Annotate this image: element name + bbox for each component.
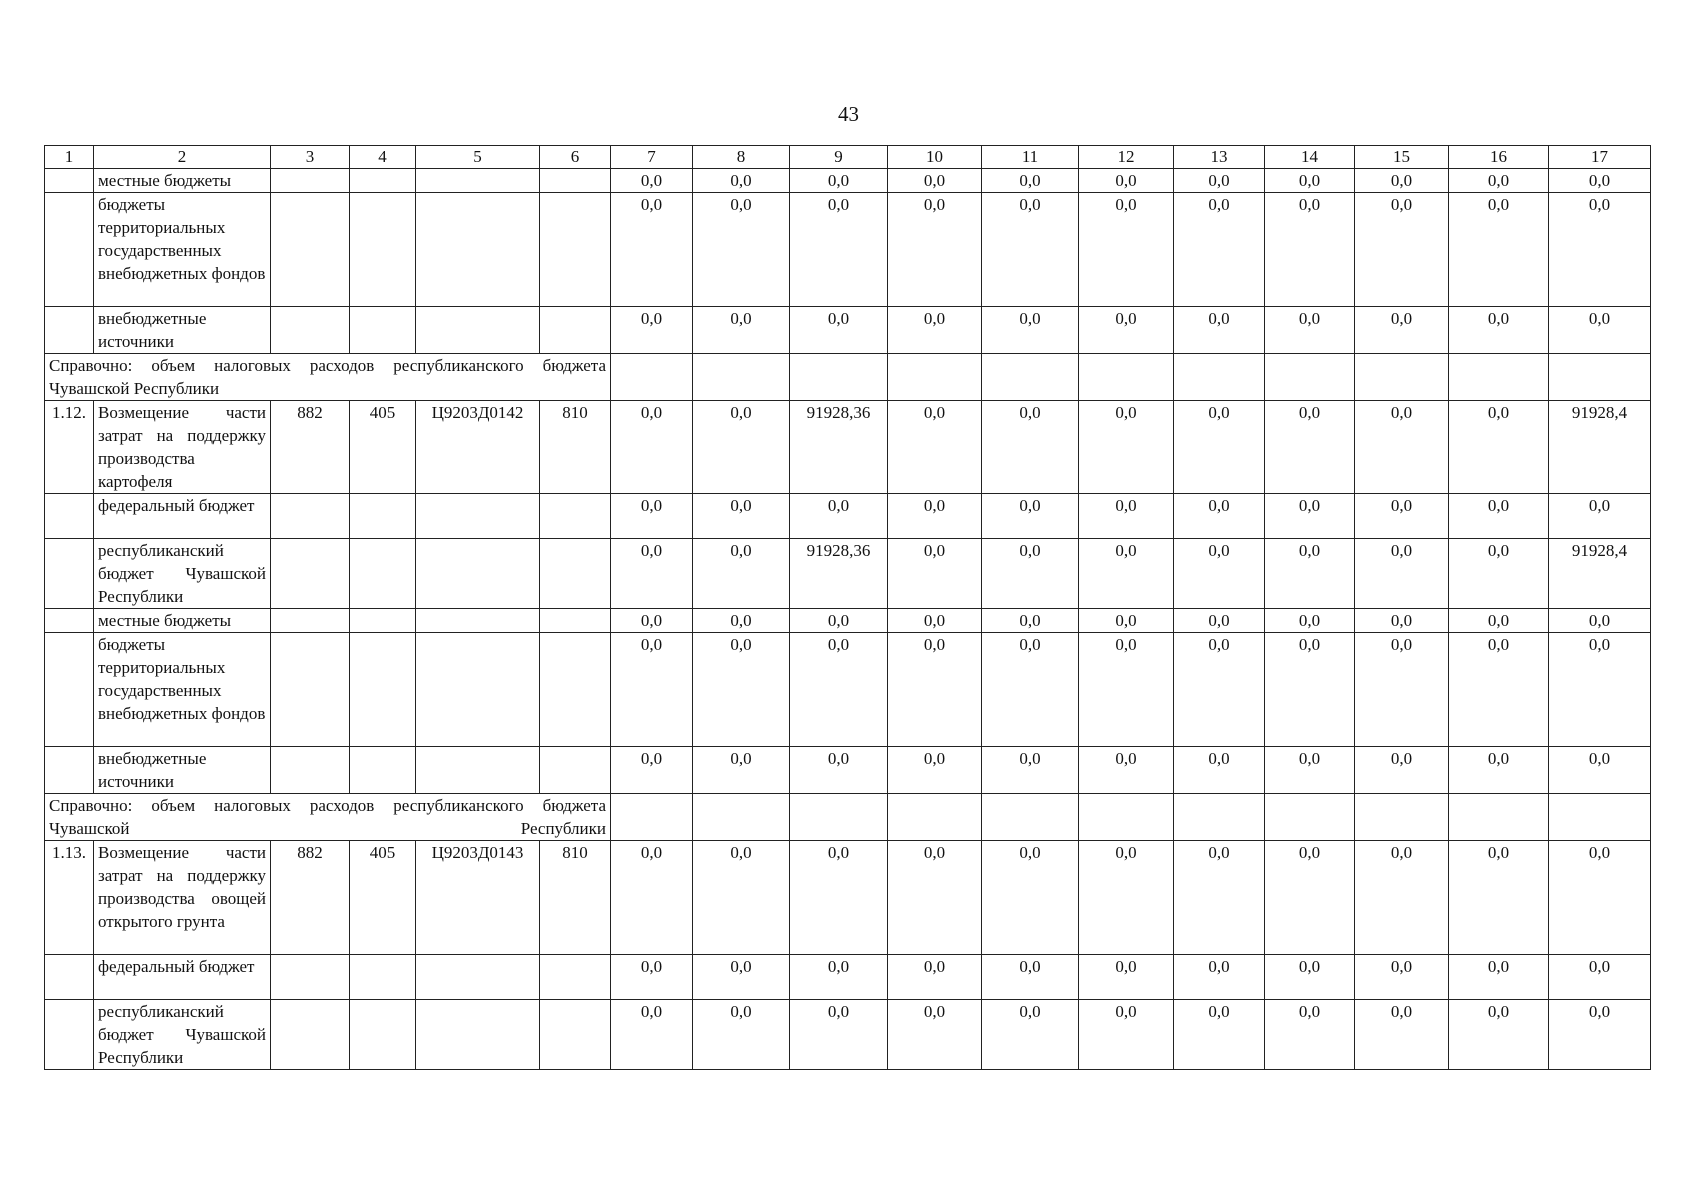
value-cell: 0,0	[888, 747, 982, 794]
value-cell: 0,0	[1549, 955, 1651, 1000]
row-name: бюджеты территориальных государственных внебюджетных фондов	[94, 193, 271, 307]
empty-cell	[693, 794, 790, 841]
value-cell: 0,0	[1355, 747, 1449, 794]
code-expense-type	[540, 633, 611, 747]
value-cell: 0,0	[1449, 955, 1549, 1000]
value-cell: 0,0	[790, 633, 888, 747]
code-expense-type	[540, 1000, 611, 1070]
code-target	[416, 494, 540, 539]
value-cell: 0,0	[693, 633, 790, 747]
reference-row	[45, 794, 1651, 841]
row-name: Возмещение части затрат на поддержку производства картофеля	[94, 401, 271, 494]
empty-cell	[1174, 794, 1265, 841]
column-number-7: 7	[611, 146, 693, 169]
empty-cell	[982, 794, 1079, 841]
column-number-11: 11	[982, 146, 1079, 169]
code-target	[416, 169, 540, 193]
value-cell: 91928,4	[1549, 539, 1651, 609]
table-row	[45, 633, 1651, 747]
value-cell: 0,0	[982, 169, 1079, 193]
value-cell: 0,0	[790, 955, 888, 1000]
code-target	[416, 539, 540, 609]
code-ministry	[271, 169, 350, 193]
value-cell: 0,0	[1079, 747, 1174, 794]
column-number-3: 3	[271, 146, 350, 169]
empty-cell	[1549, 354, 1651, 401]
table-row	[45, 401, 1651, 494]
reference-row	[45, 354, 1651, 401]
value-cell: 0,0	[1449, 539, 1549, 609]
empty-cell	[790, 354, 888, 401]
value-cell: 0,0	[1174, 169, 1265, 193]
value-cell: 0,0	[1549, 747, 1651, 794]
value-cell: 0,0	[1174, 633, 1265, 747]
value-cell: 0,0	[1265, 193, 1355, 307]
code-ministry: 882	[271, 401, 350, 494]
value-cell: 0,0	[982, 193, 1079, 307]
empty-cell	[1449, 794, 1549, 841]
table-row	[45, 193, 1651, 307]
value-cell: 0,0	[1265, 747, 1355, 794]
value-cell: 0,0	[1449, 841, 1549, 955]
code-ministry	[271, 633, 350, 747]
value-cell: 0,0	[790, 1000, 888, 1070]
code-section	[350, 955, 416, 1000]
value-cell: 0,0	[1355, 193, 1449, 307]
value-cell: 0,0	[611, 307, 693, 354]
empty-cell	[1174, 354, 1265, 401]
column-number-6: 6	[540, 146, 611, 169]
code-target	[416, 609, 540, 633]
code-target: Ц9203Д0142	[416, 401, 540, 494]
code-ministry	[271, 609, 350, 633]
code-target	[416, 307, 540, 354]
value-cell: 0,0	[1549, 494, 1651, 539]
value-cell: 0,0	[1079, 539, 1174, 609]
row-number	[45, 494, 94, 539]
row-name: республиканский бюджет Чувашской Республики	[94, 539, 271, 609]
table-row	[45, 307, 1651, 354]
column-number-14: 14	[1265, 146, 1355, 169]
empty-cell	[1355, 354, 1449, 401]
header-row	[45, 146, 1651, 169]
code-expense-type	[540, 307, 611, 354]
empty-cell	[1079, 794, 1174, 841]
code-expense-type	[540, 955, 611, 1000]
value-cell: 0,0	[1174, 841, 1265, 955]
value-cell: 0,0	[611, 539, 693, 609]
row-number	[45, 539, 94, 609]
reference-note: Справочно: объем налоговых расходов республиканского бюджета Чувашской Республики	[45, 354, 611, 401]
empty-cell	[1355, 794, 1449, 841]
code-section	[350, 307, 416, 354]
code-expense-type	[540, 539, 611, 609]
value-cell: 0,0	[1265, 401, 1355, 494]
value-cell: 0,0	[790, 193, 888, 307]
value-cell: 0,0	[1174, 193, 1265, 307]
table-row	[45, 1000, 1651, 1070]
value-cell: 0,0	[611, 401, 693, 494]
table-row	[45, 539, 1651, 609]
row-name: внебюджетные источники	[94, 747, 271, 794]
value-cell: 0,0	[1355, 401, 1449, 494]
code-ministry	[271, 955, 350, 1000]
value-cell: 0,0	[693, 609, 790, 633]
row-name: местные бюджеты	[94, 169, 271, 193]
column-number-5: 5	[416, 146, 540, 169]
value-cell: 0,0	[790, 169, 888, 193]
value-cell: 0,0	[888, 307, 982, 354]
value-cell: 0,0	[1174, 307, 1265, 354]
value-cell: 0,0	[888, 609, 982, 633]
value-cell: 0,0	[1079, 609, 1174, 633]
code-section	[350, 539, 416, 609]
code-target	[416, 633, 540, 747]
row-number: 1.13.	[45, 841, 94, 955]
column-number-15: 15	[1355, 146, 1449, 169]
value-cell: 0,0	[982, 494, 1079, 539]
code-ministry: 882	[271, 841, 350, 955]
code-section	[350, 747, 416, 794]
value-cell: 0,0	[611, 609, 693, 633]
value-cell: 0,0	[1355, 609, 1449, 633]
row-name: бюджеты территориальных государственных внебюджетных фондов	[94, 633, 271, 747]
value-cell: 0,0	[693, 193, 790, 307]
value-cell: 0,0	[888, 539, 982, 609]
value-cell: 0,0	[1265, 169, 1355, 193]
empty-cell	[790, 794, 888, 841]
value-cell: 0,0	[1449, 633, 1549, 747]
code-expense-type: 810	[540, 841, 611, 955]
value-cell: 0,0	[1079, 633, 1174, 747]
row-number	[45, 747, 94, 794]
value-cell: 0,0	[790, 494, 888, 539]
value-cell: 0,0	[611, 494, 693, 539]
value-cell: 0,0	[982, 401, 1079, 494]
value-cell: 0,0	[888, 841, 982, 955]
empty-cell	[1079, 354, 1174, 401]
value-cell: 0,0	[1449, 1000, 1549, 1070]
column-number-12: 12	[1079, 146, 1174, 169]
value-cell: 0,0	[611, 841, 693, 955]
value-cell: 0,0	[1449, 401, 1549, 494]
value-cell: 0,0	[1549, 841, 1651, 955]
row-name: федеральный бюджет	[94, 955, 271, 1000]
code-target	[416, 955, 540, 1000]
value-cell: 0,0	[1265, 1000, 1355, 1070]
value-cell: 0,0	[611, 633, 693, 747]
column-number-17: 17	[1549, 146, 1651, 169]
code-ministry	[271, 539, 350, 609]
empty-cell	[1549, 794, 1651, 841]
value-cell: 0,0	[611, 169, 693, 193]
row-name: федеральный бюджет	[94, 494, 271, 539]
value-cell: 0,0	[611, 955, 693, 1000]
value-cell: 0,0	[1265, 494, 1355, 539]
value-cell: 0,0	[611, 747, 693, 794]
value-cell: 0,0	[1355, 539, 1449, 609]
column-number-10: 10	[888, 146, 982, 169]
column-number-2: 2	[94, 146, 271, 169]
value-cell: 0,0	[982, 609, 1079, 633]
empty-cell	[1449, 354, 1549, 401]
value-cell: 0,0	[1549, 1000, 1651, 1070]
value-cell: 0,0	[982, 307, 1079, 354]
value-cell: 91928,36	[790, 401, 888, 494]
code-ministry	[271, 193, 350, 307]
empty-cell	[1265, 794, 1355, 841]
table-row	[45, 955, 1651, 1000]
value-cell: 0,0	[1265, 307, 1355, 354]
value-cell: 91928,36	[790, 539, 888, 609]
code-ministry	[271, 494, 350, 539]
budget-table	[44, 145, 1651, 1070]
value-cell: 0,0	[1449, 494, 1549, 539]
value-cell: 0,0	[1079, 401, 1174, 494]
value-cell: 0,0	[1174, 609, 1265, 633]
empty-cell	[888, 354, 982, 401]
value-cell: 0,0	[1174, 747, 1265, 794]
value-cell: 0,0	[1079, 841, 1174, 955]
code-section: 405	[350, 401, 416, 494]
value-cell: 0,0	[888, 401, 982, 494]
value-cell: 0,0	[1265, 633, 1355, 747]
code-section	[350, 193, 416, 307]
empty-cell	[1265, 354, 1355, 401]
value-cell: 0,0	[1449, 307, 1549, 354]
value-cell: 0,0	[790, 841, 888, 955]
value-cell: 0,0	[1549, 633, 1651, 747]
value-cell: 0,0	[1079, 1000, 1174, 1070]
code-expense-type	[540, 609, 611, 633]
code-section	[350, 1000, 416, 1070]
value-cell: 0,0	[1174, 494, 1265, 539]
empty-cell	[888, 794, 982, 841]
value-cell: 0,0	[1549, 193, 1651, 307]
value-cell: 0,0	[790, 747, 888, 794]
value-cell: 0,0	[1355, 494, 1449, 539]
empty-cell	[611, 354, 693, 401]
value-cell: 0,0	[1079, 193, 1174, 307]
value-cell: 0,0	[1265, 841, 1355, 955]
value-cell: 0,0	[888, 633, 982, 747]
row-name: Возмещение части затрат на поддержку производства овощей открытого грунта	[94, 841, 271, 955]
row-number	[45, 169, 94, 193]
page-number: 43	[838, 102, 859, 126]
value-cell: 0,0	[982, 1000, 1079, 1070]
code-target	[416, 1000, 540, 1070]
value-cell: 0,0	[611, 193, 693, 307]
value-cell: 0,0	[1549, 169, 1651, 193]
row-number	[45, 955, 94, 1000]
value-cell: 0,0	[1355, 841, 1449, 955]
value-cell: 0,0	[1449, 747, 1549, 794]
value-cell: 0,0	[888, 494, 982, 539]
value-cell: 0,0	[1079, 169, 1174, 193]
value-cell: 0,0	[1355, 1000, 1449, 1070]
value-cell: 0,0	[982, 841, 1079, 955]
column-number-4: 4	[350, 146, 416, 169]
value-cell: 0,0	[1079, 494, 1174, 539]
value-cell: 0,0	[982, 747, 1079, 794]
value-cell: 0,0	[611, 1000, 693, 1070]
value-cell: 0,0	[693, 494, 790, 539]
value-cell: 0,0	[1355, 633, 1449, 747]
code-expense-type: 810	[540, 401, 611, 494]
value-cell: 0,0	[1549, 307, 1651, 354]
table-row	[45, 494, 1651, 539]
reference-note: Справочно: объем налоговых расходов республиканского бюджета Чувашской Республики	[45, 794, 611, 841]
code-ministry	[271, 747, 350, 794]
empty-cell	[693, 354, 790, 401]
value-cell: 0,0	[1265, 955, 1355, 1000]
table-row	[45, 841, 1651, 955]
table-body	[45, 146, 1651, 1070]
value-cell: 0,0	[982, 539, 1079, 609]
value-cell: 0,0	[888, 193, 982, 307]
value-cell: 0,0	[1079, 955, 1174, 1000]
value-cell: 0,0	[693, 307, 790, 354]
code-section	[350, 633, 416, 747]
code-ministry	[271, 307, 350, 354]
table-row	[45, 169, 1651, 193]
value-cell: 0,0	[1174, 955, 1265, 1000]
row-number: 1.12.	[45, 401, 94, 494]
row-number	[45, 307, 94, 354]
column-number-13: 13	[1174, 146, 1265, 169]
value-cell: 0,0	[888, 955, 982, 1000]
value-cell: 0,0	[790, 609, 888, 633]
empty-cell	[611, 794, 693, 841]
value-cell: 0,0	[693, 841, 790, 955]
value-cell: 0,0	[1174, 1000, 1265, 1070]
row-number	[45, 193, 94, 307]
empty-cell	[982, 354, 1079, 401]
code-ministry	[271, 1000, 350, 1070]
value-cell: 0,0	[1265, 609, 1355, 633]
table-row	[45, 747, 1651, 794]
value-cell: 0,0	[1449, 609, 1549, 633]
column-number-1: 1	[45, 146, 94, 169]
value-cell: 0,0	[888, 1000, 982, 1070]
value-cell: 0,0	[982, 633, 1079, 747]
code-section	[350, 169, 416, 193]
column-number-9: 9	[790, 146, 888, 169]
value-cell: 0,0	[1265, 539, 1355, 609]
code-expense-type	[540, 169, 611, 193]
column-number-8: 8	[693, 146, 790, 169]
row-name: республиканский бюджет Чувашской Республики	[94, 1000, 271, 1070]
value-cell: 0,0	[888, 169, 982, 193]
value-cell: 0,0	[1174, 539, 1265, 609]
row-number	[45, 1000, 94, 1070]
code-section	[350, 609, 416, 633]
value-cell: 0,0	[1174, 401, 1265, 494]
value-cell: 0,0	[693, 401, 790, 494]
value-cell: 0,0	[693, 169, 790, 193]
value-cell: 0,0	[1355, 955, 1449, 1000]
value-cell: 0,0	[790, 307, 888, 354]
value-cell: 0,0	[693, 539, 790, 609]
code-expense-type	[540, 494, 611, 539]
value-cell: 0,0	[1449, 169, 1549, 193]
value-cell: 0,0	[1355, 169, 1449, 193]
value-cell: 91928,4	[1549, 401, 1651, 494]
code-expense-type	[540, 747, 611, 794]
value-cell: 0,0	[693, 747, 790, 794]
code-expense-type	[540, 193, 611, 307]
code-section	[350, 494, 416, 539]
code-section: 405	[350, 841, 416, 955]
code-target	[416, 193, 540, 307]
value-cell: 0,0	[1449, 193, 1549, 307]
value-cell: 0,0	[693, 955, 790, 1000]
value-cell: 0,0	[1355, 307, 1449, 354]
row-number	[45, 609, 94, 633]
value-cell: 0,0	[1079, 307, 1174, 354]
row-name: местные бюджеты	[94, 609, 271, 633]
row-name: внебюджетные источники	[94, 307, 271, 354]
code-target	[416, 747, 540, 794]
code-target: Ц9203Д0143	[416, 841, 540, 955]
column-number-16: 16	[1449, 146, 1549, 169]
value-cell: 0,0	[693, 1000, 790, 1070]
value-cell: 0,0	[982, 955, 1079, 1000]
row-number	[45, 633, 94, 747]
table-row	[45, 609, 1651, 633]
value-cell: 0,0	[1549, 609, 1651, 633]
